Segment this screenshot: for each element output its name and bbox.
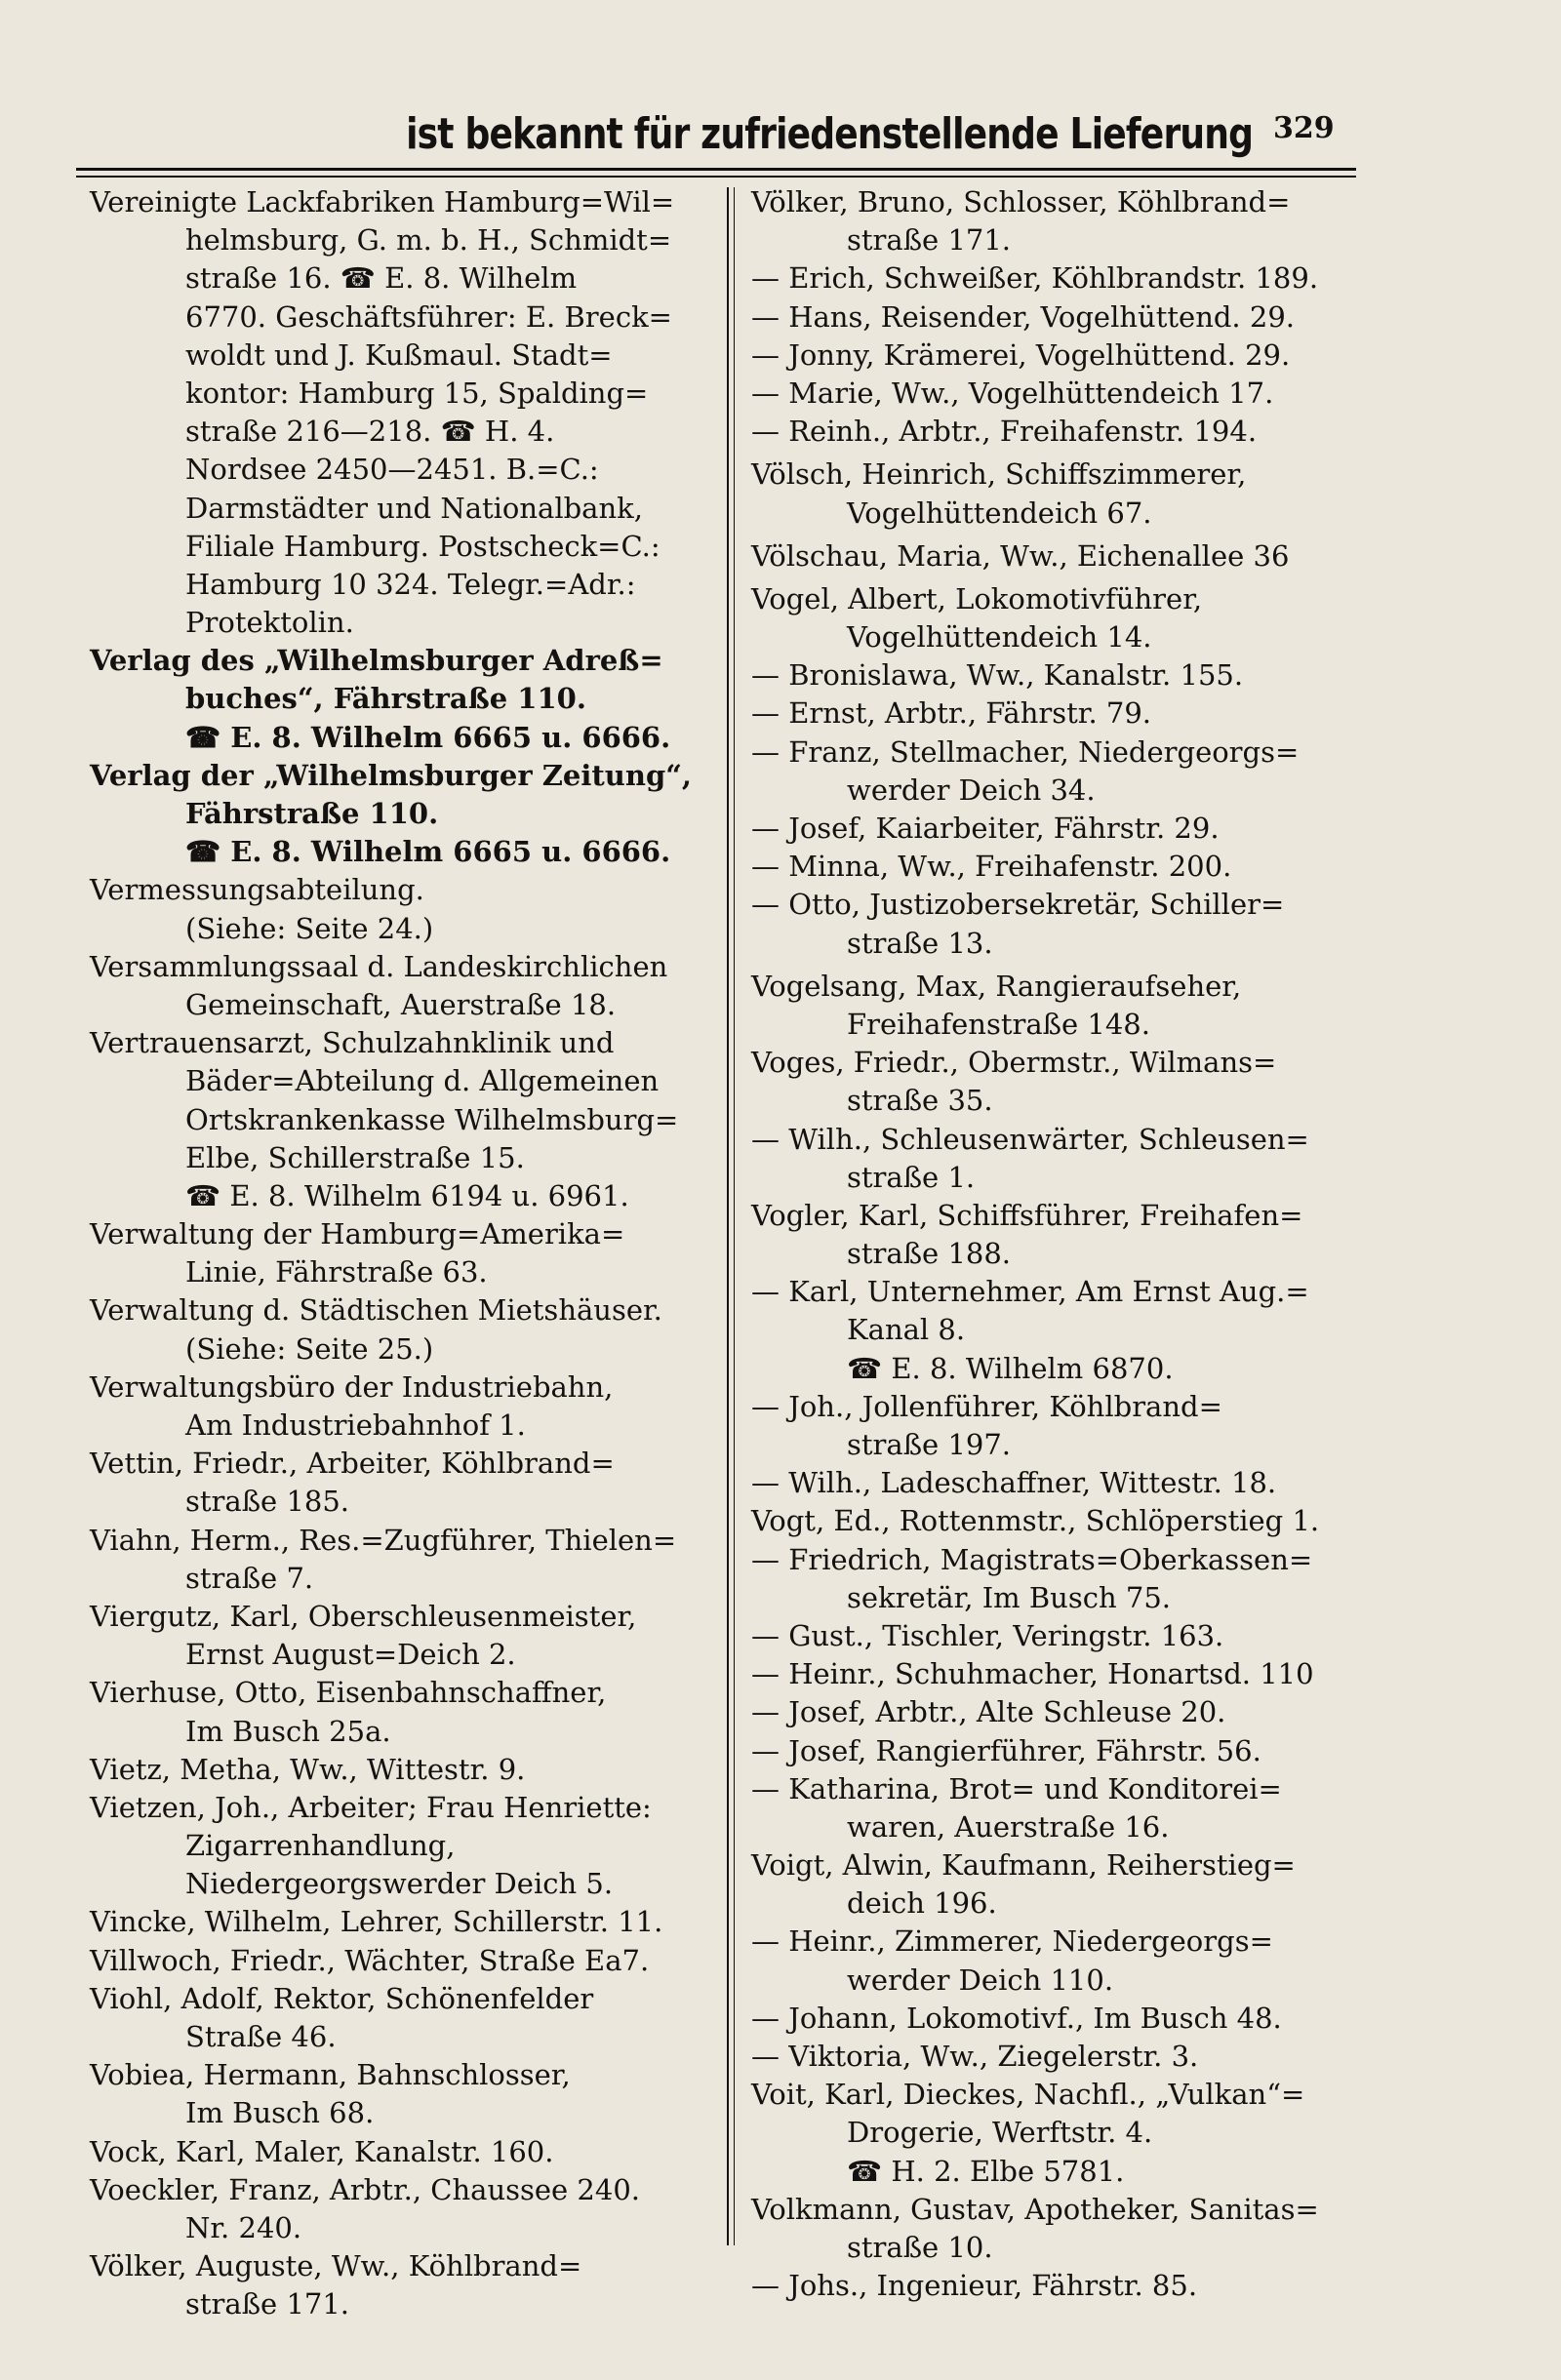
- directory-entry-line: straße 197.: [847, 1428, 1012, 1461]
- directory-entry-line: Völsch, Heinrich, Schiffszimmerer,: [751, 457, 1247, 492]
- page-header-title: ist bekannt für zufriedenstellende Lieferung: [406, 109, 1254, 159]
- directory-entry-line: — Karl, Unternehmer, Am Ernst Aug.=: [751, 1275, 1309, 1309]
- directory-entry-line: Am Industriebahnhof 1.: [185, 1408, 526, 1442]
- directory-entry-line: Vierhuse, Otto, Eisenbahnschaffner,: [90, 1676, 607, 1710]
- directory-entry-line: ☎ E. 8. Wilhelm 6194 u. 6961.: [185, 1178, 629, 1212]
- directory-entry-line: Linie, Fährstraße 63.: [185, 1255, 488, 1289]
- directory-entry-line: Kanal 8.: [847, 1313, 966, 1347]
- directory-entry-line: Verwaltung d. Städtischen Mietshäuser.: [90, 1293, 662, 1328]
- column-divider-secondary: [734, 187, 735, 2245]
- directory-entry-line: Vogelhüttendeich 14.: [847, 620, 1152, 654]
- directory-entry-line: Darmstädter und Nationalbank,: [185, 491, 643, 525]
- directory-entry-line: — Josef, Kaiarbeiter, Fährstr. 29.: [751, 812, 1220, 845]
- directory-entry-line: — Franz, Stellmacher, Niedergeorgs=: [751, 734, 1300, 769]
- directory-entry-line: straße 7.: [185, 1561, 314, 1595]
- directory-entry-line: Zigarrenhandlung,: [185, 1829, 456, 1863]
- directory-entry-line: ☎ E. 8. Wilhelm 6665 u. 6666.: [185, 835, 671, 869]
- directory-entry-line: Vietzen, Joh., Arbeiter; Frau Henriette:: [90, 1790, 652, 1824]
- directory-entry-line: Straße 46.: [185, 2020, 337, 2053]
- directory-entry-line: Vogel, Albert, Lokomotivführer,: [751, 581, 1203, 615]
- directory-entry-line: Voigt, Alwin, Kaufmann, Reiherstieg=: [751, 1848, 1296, 1883]
- directory-entry-line: Viergutz, Karl, Oberschleusenmeister,: [90, 1599, 637, 1633]
- directory-entry-line: Voges, Friedr., Obermstr., Wilmans=: [751, 1046, 1277, 1080]
- directory-entry-line: (Siehe: Seite 25.): [185, 1331, 434, 1366]
- directory-entry-line: Protektolin.: [185, 606, 354, 640]
- directory-entry-line: straße 10.: [847, 2230, 993, 2264]
- directory-entry-line: — Joh., Jollenführer, Köhlbrand=: [751, 1389, 1222, 1423]
- directory-entry-line: Bäder=Abteilung d. Allgemeinen: [185, 1064, 660, 1098]
- directory-entry-line: Volkmann, Gustav, Apotheker, Sanitas=: [751, 2192, 1319, 2226]
- directory-entry-line: straße 188.: [847, 1237, 1012, 1271]
- directory-entry-line: — Otto, Justizobersekretär, Schiller=: [751, 888, 1285, 922]
- directory-entry-line: ☎ E. 8. Wilhelm 6665 u. 6666.: [185, 720, 671, 754]
- directory-entry-line: Nr. 240.: [185, 2210, 302, 2244]
- directory-entry-line: Völker, Auguste, Ww., Köhlbrand=: [90, 2249, 582, 2283]
- directory-entry-line: — Viktoria, Ww., Ziegelerstr. 3.: [751, 2040, 1199, 2073]
- directory-entry-line: Drogerie, Werftstr. 4.: [847, 2116, 1153, 2150]
- directory-entry-line: — Wilh., Schleusenwärter, Schleusen=: [751, 1122, 1309, 1156]
- directory-entry-line: Ernst August=Deich 2.: [185, 1638, 516, 1672]
- directory-entry-line: Viohl, Adolf, Rektor, Schönenfelder: [90, 1981, 594, 2015]
- directory-entry-line: Vogelsang, Max, Rangieraufseher,: [751, 969, 1242, 1003]
- directory-entry-line: — Johann, Lokomotivf., Im Busch 48.: [751, 2001, 1282, 2035]
- directory-entry-line: — Heinr., Schuhmacher, Honartsd. 110: [751, 1657, 1314, 1691]
- directory-entry-line: waren, Auerstraße 16.: [847, 1809, 1170, 1844]
- directory-entry-line: — Ernst, Arbtr., Fährstr. 79.: [751, 696, 1152, 731]
- directory-entry-line: straße 216—218. ☎ H. 4.: [185, 415, 555, 449]
- directory-entry-line: Vettin, Friedr., Arbeiter, Köhlbrand=: [90, 1447, 615, 1481]
- directory-entry-line: — Jonny, Krämerei, Vogelhüttend. 29.: [751, 337, 1291, 372]
- directory-entry-line: woldt und J. Kußmaul. Stadt=: [185, 337, 613, 372]
- directory-entry-line: — Josef, Rangierführer, Fährstr. 56.: [751, 1733, 1261, 1767]
- directory-entry-line: deich 196.: [847, 1886, 997, 1921]
- directory-entry-line: straße 35.: [847, 1084, 993, 1118]
- directory-entry-line: ☎ E. 8. Wilhelm 6870.: [847, 1351, 1174, 1385]
- directory-entry-line: — Erich, Schweißer, Köhlbrandstr. 189.: [751, 261, 1319, 296]
- directory-entry-line: Vincke, Wilhelm, Lehrer, Schillerstr. 11.: [90, 1905, 663, 1939]
- directory-entry-line: Fährstraße 110.: [185, 797, 439, 830]
- directory-entry-line: Vertrauensarzt, Schulzahnklinik und: [90, 1026, 615, 1060]
- directory-entry-line: — Hans, Reisender, Vogelhüttend. 29.: [751, 299, 1295, 334]
- right-column: [751, 183, 1376, 2305]
- directory-entry-line: werder Deich 34.: [847, 773, 1096, 807]
- directory-entry-line: straße 1.: [847, 1160, 976, 1194]
- directory-entry-line: ☎ H. 2. Elbe 5781.: [847, 2154, 1125, 2188]
- directory-entry-line: — Friedrich, Magistrats=Oberkassen=: [751, 1542, 1313, 1576]
- directory-entry-line: Völschau, Maria, Ww., Eichenallee 36: [751, 538, 1290, 573]
- directory-entry-line: werder Deich 110.: [847, 1963, 1114, 1997]
- directory-entry-line: Völker, Bruno, Schlosser, Köhlbrand=: [751, 185, 1291, 218]
- directory-entry-line: Filiale Hamburg. Postscheck=C.:: [185, 529, 660, 563]
- directory-entry-line: Gemeinschaft, Auerstraße 18.: [185, 987, 617, 1021]
- directory-entry-line: sekretär, Im Busch 75.: [847, 1580, 1171, 1614]
- directory-entry-line: Vermessungsabteilung.: [90, 873, 424, 907]
- directory-entry-line: buches“, Fährstraße 110.: [185, 682, 586, 716]
- directory-entry-line: — Bronislawa, Ww., Kanalstr. 155.: [751, 658, 1244, 693]
- directory-entry-line: Ortskrankenkasse Wilhelmsburg=: [185, 1102, 679, 1136]
- directory-entry-line: Nordsee 2450—2451. B.=C.:: [185, 453, 599, 487]
- directory-entry-line: — Minna, Ww., Freihafenstr. 200.: [751, 850, 1232, 884]
- directory-entry-line: Verlag der „Wilhelmsburger Zeitung“,: [90, 758, 693, 792]
- directory-entry-line: Vogt, Ed., Rottenmstr., Schlöperstieg 1.: [751, 1504, 1320, 1538]
- directory-entry-line: Voit, Karl, Dieckes, Nachfl., „Vulkan“=: [751, 2078, 1305, 2112]
- directory-entry-line: Verwaltung der Hamburg=Amerika=: [90, 1217, 625, 1251]
- directory-entry-line: — Josef, Arbtr., Alte Schleuse 20.: [751, 1695, 1226, 1729]
- directory-entry-line: 6770. Geschäftsführer: E. Breck=: [185, 299, 672, 334]
- directory-entry-line: Vogelhüttendeich 67.: [847, 496, 1152, 530]
- directory-entry-line: Voeckler, Franz, Arbtr., Chaussee 240.: [90, 2172, 640, 2206]
- directory-entry-line: Vietz, Metha, Ww., Wittestr. 9.: [90, 1752, 526, 1786]
- directory-entry-line: Niedergeorgswerder Deich 5.: [185, 1867, 614, 1901]
- directory-entry-line: straße 171.: [185, 2287, 350, 2321]
- directory-entry-line: Versammlungssaal d. Landeskirchlichen: [90, 949, 668, 983]
- directory-entry-line: Vock, Karl, Maler, Kanalstr. 160.: [90, 2134, 554, 2168]
- directory-entry-line: Hamburg 10 324. Telegr.=Adr.:: [185, 567, 636, 601]
- directory-entry-line: Vobiea, Hermann, Bahnschlosser,: [90, 2058, 571, 2092]
- header-rule: [76, 168, 1356, 171]
- directory-entry-line: — Gust., Tischler, Veringstr. 163.: [751, 1618, 1224, 1652]
- directory-entry-line: straße 185.: [185, 1485, 350, 1519]
- directory-entry-line: Vereinigte Lackfabriken Hamburg=Wil=: [90, 185, 675, 218]
- directory-entry-line: straße 16. ☎ E. 8. Wilhelm: [185, 261, 578, 296]
- directory-entry-line: straße 171.: [847, 223, 1012, 258]
- directory-entry-line: Viahn, Herm., Res.=Zugführer, Thielen=: [90, 1523, 677, 1557]
- directory-entry-line: Vogler, Karl, Schiffsführer, Freihafen=: [751, 1198, 1303, 1232]
- directory-entry-line: — Marie, Ww., Vogelhüttendeich 17.: [751, 376, 1274, 410]
- directory-entry-line: straße 13.: [847, 926, 993, 960]
- directory-entry-line: — Heinr., Zimmerer, Niedergeorgs=: [751, 1924, 1273, 1959]
- column-divider: [727, 187, 729, 2245]
- left-column: [90, 183, 714, 2324]
- directory-entry-line: Freihafenstraße 148.: [847, 1007, 1150, 1041]
- directory-entry-line: — Wilh., Ladeschaffner, Wittestr. 18.: [751, 1466, 1277, 1500]
- directory-entry-line: Elbe, Schillerstraße 15.: [185, 1140, 525, 1174]
- directory-entry-line: Verwaltungsbüro der Industriebahn,: [90, 1369, 614, 1404]
- directory-entry-line: Im Busch 68.: [185, 2096, 375, 2130]
- directory-entry-line: Im Busch 25a.: [185, 1714, 391, 1748]
- directory-entry-line: kontor: Hamburg 15, Spalding=: [185, 376, 649, 410]
- directory-entry-line: — Katharina, Brot= und Konditorei=: [751, 1771, 1282, 1805]
- directory-entry-line: Villwoch, Friedr., Wächter, Straße Ea7.: [90, 1943, 650, 1977]
- directory-entry-line: — Reinh., Arbtr., Freihafenstr. 194.: [751, 415, 1258, 449]
- directory-entry-line: Verlag des „Wilhelmsburger Adreß=: [90, 644, 663, 678]
- directory-entry-line: helmsburg, G. m. b. H., Schmidt=: [185, 223, 672, 258]
- directory-entry-line: — Johs., Ingenieur, Fährstr. 85.: [751, 2269, 1198, 2303]
- directory-entry-line: (Siehe: Seite 24.): [185, 911, 434, 945]
- page-number: 329: [1273, 111, 1335, 145]
- header-rule-secondary: [76, 176, 1356, 178]
